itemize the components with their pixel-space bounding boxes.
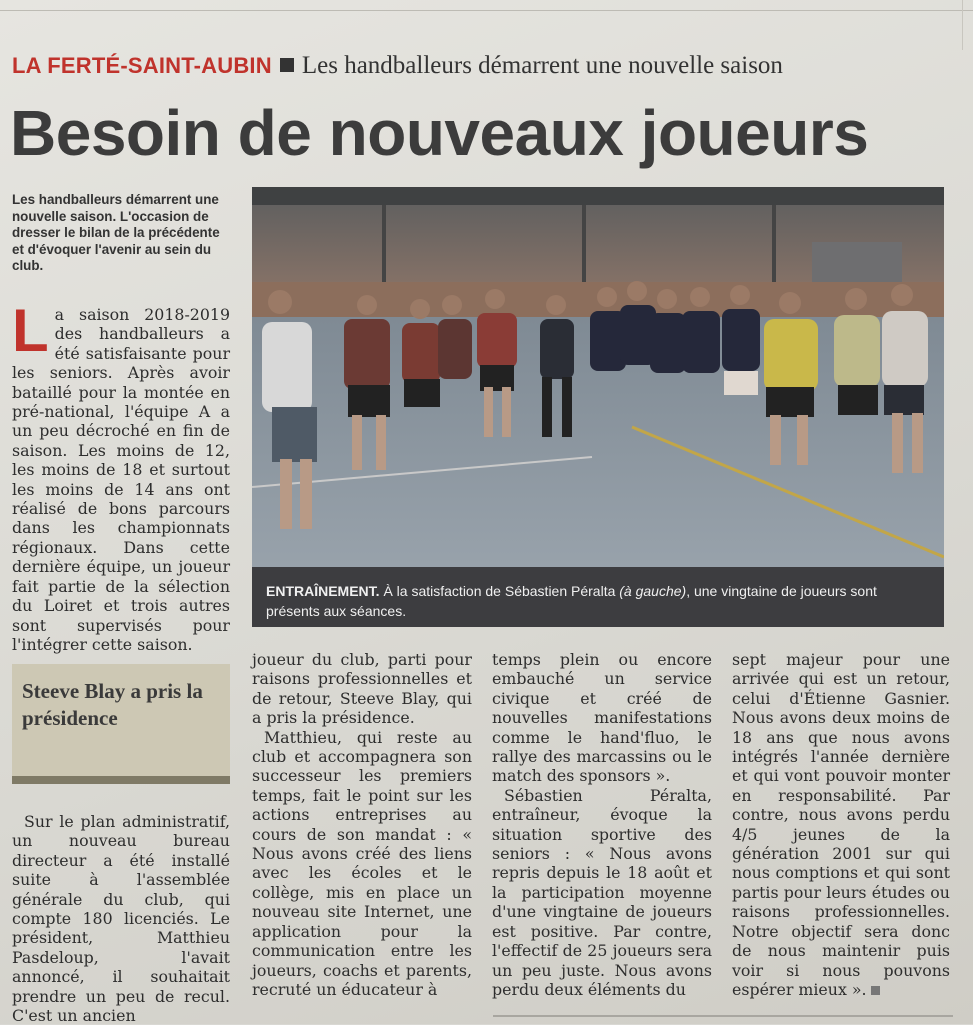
paragraph: Sébastien Péralta, entraîneur, évoque la situation sportive des seniors : « Nous avons repris depuis le 18 août et la participation moyenne d'une vingtaine de joueurs est positive. Par contre, l'effectif de 25 joueurs sera un peu juste. Nous avons perdu deux éléments du (492, 785, 712, 999)
column-rule (962, 0, 963, 50)
dropcap: L (12, 297, 49, 364)
caption-label: ENTRAÎNEMENT. (266, 583, 380, 599)
photo-caption (252, 567, 944, 627)
square-bullet-icon (280, 58, 294, 72)
column-1-bottom (12, 812, 230, 1025)
caption-italic: (à gauche) (619, 583, 687, 599)
column-1-top (12, 297, 230, 654)
end-mark-icon (871, 986, 880, 995)
chapo: Les handballeurs démarrent une nouvelle saison. L'occasion de dresser le bilan de la précédente et d'évoquer l'avenir au sein du club. (12, 192, 220, 273)
column-3 (492, 650, 712, 999)
headline: Besoin de nouveaux joueurs (10, 97, 869, 169)
caption-text-end: , une vingtaine de joueurs sont présents aux séances. (266, 583, 877, 619)
paragraph: joueur du club, parti pour raisons professionnelles et de retour, Steeve Blay, qui a pris la présidence. (252, 650, 472, 728)
subhead-bar (12, 776, 230, 784)
column-4 (732, 650, 950, 999)
kicker-place: LA FERTÉ-SAINT-AUBIN (12, 53, 272, 78)
paragraph: Sur le plan administratif, un nouveau bureau directeur a été installé suite à l'assemblée générale du club, qui compte 180 licenciés. Le président, Matthieu Pasdeloup, l'avait annoncé, il souhaitait prendre un peu de recul. C'est un ancien (12, 812, 230, 1025)
kicker-subtitle: Les handballeurs démarrent une nouvelle saison (301, 52, 783, 79)
subhead-box (12, 664, 230, 784)
paragraph (732, 650, 950, 999)
paragraph: a saison 2018-2019 des handballeurs a été satisfaisante pour les seniors. Après avoir bataillé pour la montée en pré-national, l'équipe A a un peu décroché en fin de saison. Les moins de 12, les moins de 18 et surtout les moins de 14 ans ont réalisé de bons parcours dans les championnats régionaux. Dans cette dernière équipe, un joueur fait partie de la sélection du Loiret et trois autres sont supervisés pour l'intégrer cette saison. (12, 305, 230, 654)
bottom-rule (493, 1015, 953, 1017)
paragraph: Matthieu, qui reste au club et accompagnera son successeur les premiers temps, fait le point sur les actions entreprises au cours de son mandat : « Nous avons créé des liens avec les écoles et le collège, mis en place un nouveau site Internet, une application pour la communication entre les joueurs, coachs et parents, recruté un éducateur à (252, 727, 472, 999)
team-photo (252, 187, 944, 627)
paragraph-text: sept majeur pour une arrivée qui est un retour, celui d'Étienne Gasnier. Nous avons deux moins de 18 ans que nous avons intégrés l'année dernière et qui vont pouvoir monter en responsabilité. Par contre, nous avons perdu 4/5 jeunes de la génération 2001 sur qui nous comptions et qui sont partis pour leurs études ou raisons professionnelles. Notre objectif sera donc de nous maintenir puis voir si nous pouvons espérer mieux ». (732, 650, 950, 999)
kicker (12, 52, 783, 80)
top-rule (0, 10, 973, 11)
gym-photo-image (252, 187, 944, 567)
column-2 (252, 650, 472, 999)
subhead: Steeve Blay a pris la présidence (22, 679, 203, 730)
paragraph: temps plein ou encore embauché un service civique et créé de nouvelles manifestations comme le hand'fluo, le rallye des marcassins ou le match des sponsors ». (492, 650, 712, 786)
caption-text: À la satisfaction de Sébastien Péralta (379, 583, 620, 599)
